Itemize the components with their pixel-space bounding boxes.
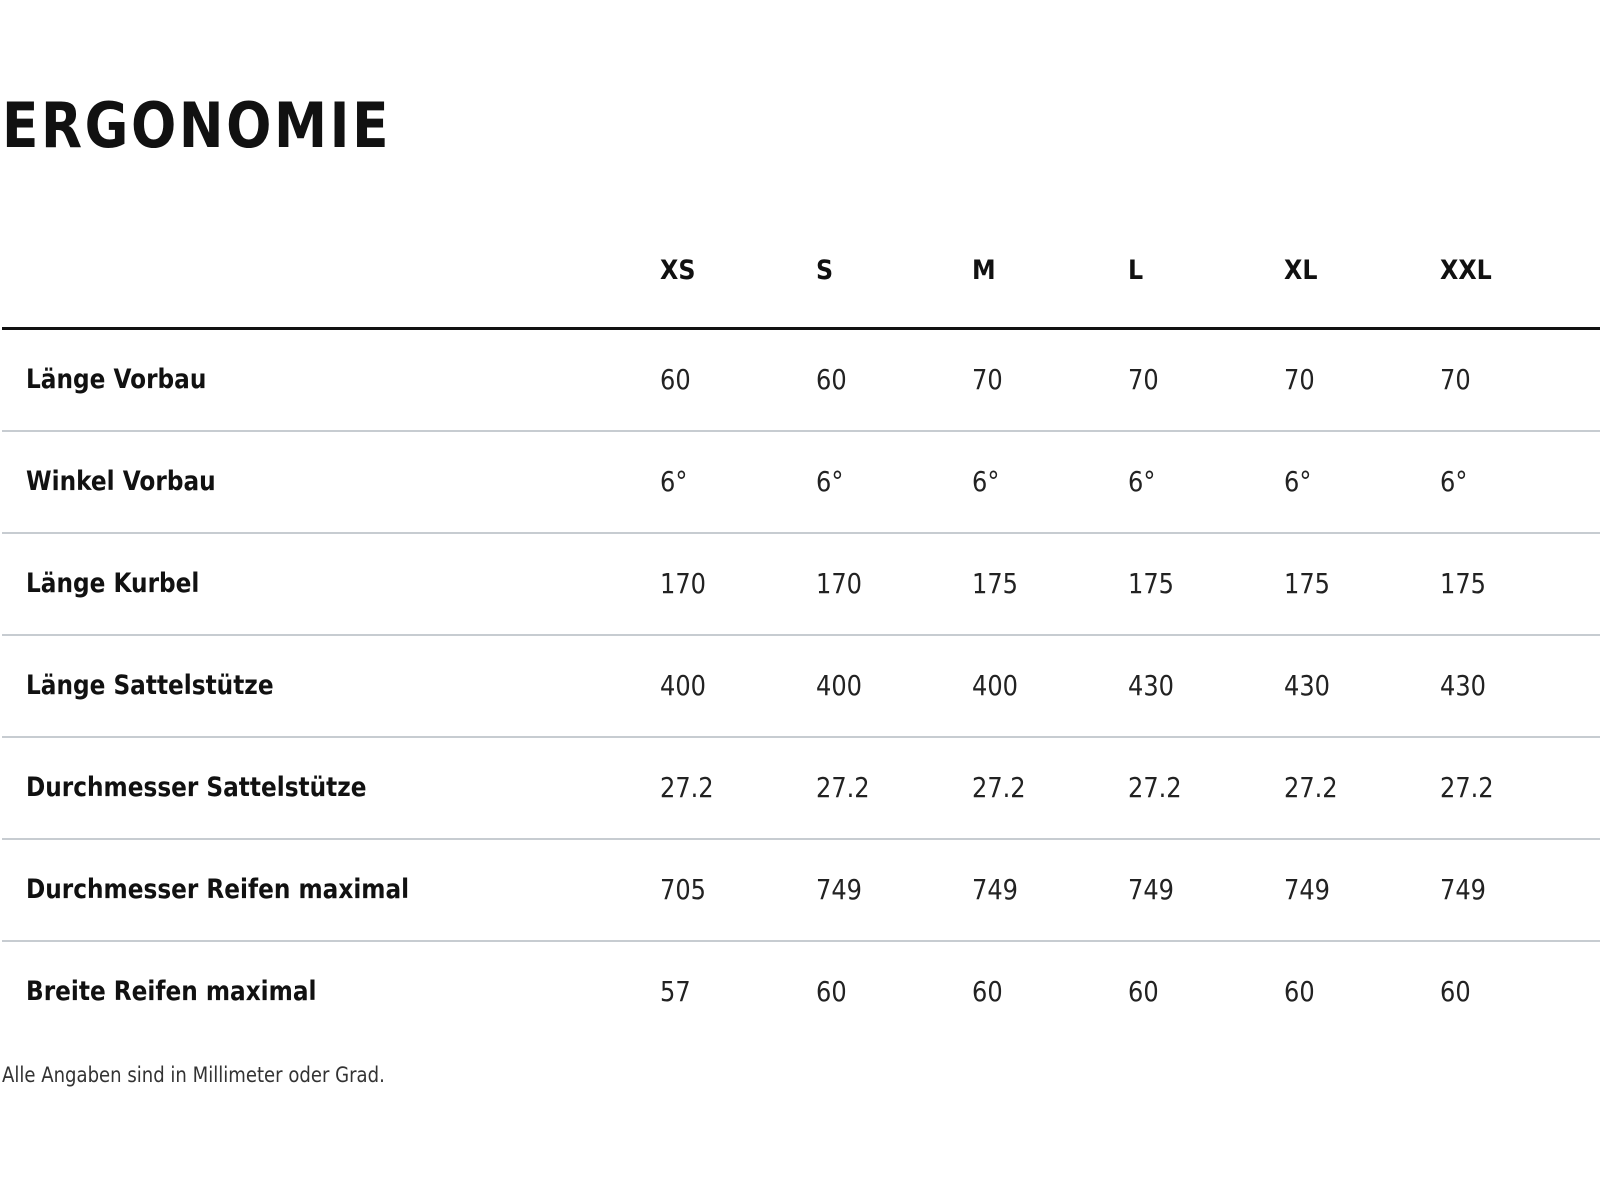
table-cell: 70 — [1128, 363, 1159, 396]
column-header-m: M — [972, 255, 996, 286]
page-title: ERGONOMIE — [2, 89, 392, 162]
table-cell: 430 — [1284, 669, 1330, 702]
table-row — [2, 330, 1600, 432]
column-header-xxl: XXL — [1440, 255, 1492, 286]
table-cell: 749 — [1284, 873, 1330, 906]
table-cell: 705 — [660, 873, 706, 906]
table-cell: 60 — [1284, 975, 1315, 1008]
table-cell: 6° — [1440, 465, 1468, 498]
table-cell: 175 — [1440, 567, 1486, 600]
table-cell: 175 — [972, 567, 1018, 600]
table-row — [2, 636, 1600, 738]
table-cell: 27.2 — [1284, 771, 1338, 804]
table-cell: 749 — [816, 873, 862, 906]
table-cell: 60 — [1128, 975, 1159, 1008]
units-footnote: Alle Angaben sind in Millimeter oder Grad. — [2, 1063, 385, 1087]
table-row — [2, 534, 1600, 636]
column-header-xs: XS — [660, 255, 696, 286]
table-cell: 400 — [816, 669, 862, 702]
row-label-max-tire-width: Breite Reifen maximal — [26, 976, 317, 1007]
table-cell: 170 — [660, 567, 706, 600]
table-cell: 430 — [1128, 669, 1174, 702]
row-label-max-tire-diameter: Durchmesser Reifen maximal — [26, 874, 410, 905]
table-cell: 57 — [660, 975, 691, 1008]
table-cell: 60 — [1440, 975, 1471, 1008]
table-cell: 6° — [1284, 465, 1312, 498]
table-cell: 430 — [1440, 669, 1486, 702]
column-header-xl: XL — [1284, 255, 1318, 286]
row-label-crank-length: Länge Kurbel — [26, 568, 200, 599]
table-cell: 60 — [816, 975, 847, 1008]
table-cell: 6° — [660, 465, 688, 498]
row-label-stem-angle: Winkel Vorbau — [26, 466, 216, 497]
column-header-l: L — [1128, 255, 1144, 286]
table-cell: 175 — [1284, 567, 1330, 600]
row-label-stem-length: Länge Vorbau — [26, 364, 207, 395]
table-cell: 60 — [660, 363, 691, 396]
table-cell: 6° — [972, 465, 1000, 498]
table-cell: 70 — [1284, 363, 1315, 396]
table-cell: 27.2 — [972, 771, 1026, 804]
table-cell: 749 — [1440, 873, 1486, 906]
table-cell: 27.2 — [1440, 771, 1494, 804]
row-label-seatpost-diameter: Durchmesser Sattelstütze — [26, 772, 367, 803]
table-cell: 175 — [1128, 567, 1174, 600]
table-cell: 400 — [972, 669, 1018, 702]
table-cell: 170 — [816, 567, 862, 600]
table-cell: 70 — [972, 363, 1003, 396]
table-cell: 6° — [1128, 465, 1156, 498]
table-cell: 749 — [972, 873, 1018, 906]
table-row — [2, 840, 1600, 942]
table-row — [2, 942, 1600, 1042]
column-header-s: S — [816, 255, 834, 286]
table-row — [2, 738, 1600, 840]
table-cell: 27.2 — [660, 771, 714, 804]
table-header-row — [2, 233, 1600, 330]
table-cell: 60 — [816, 363, 847, 396]
table-cell: 27.2 — [1128, 771, 1182, 804]
table-row — [2, 432, 1600, 534]
table-cell: 400 — [660, 669, 706, 702]
table-cell: 27.2 — [816, 771, 870, 804]
table-cell: 60 — [972, 975, 1003, 1008]
row-label-seatpost-length: Länge Sattelstütze — [26, 670, 274, 701]
ergonomics-table — [2, 233, 1600, 1042]
table-cell: 749 — [1128, 873, 1174, 906]
table-cell: 6° — [816, 465, 844, 498]
table-cell: 70 — [1440, 363, 1471, 396]
